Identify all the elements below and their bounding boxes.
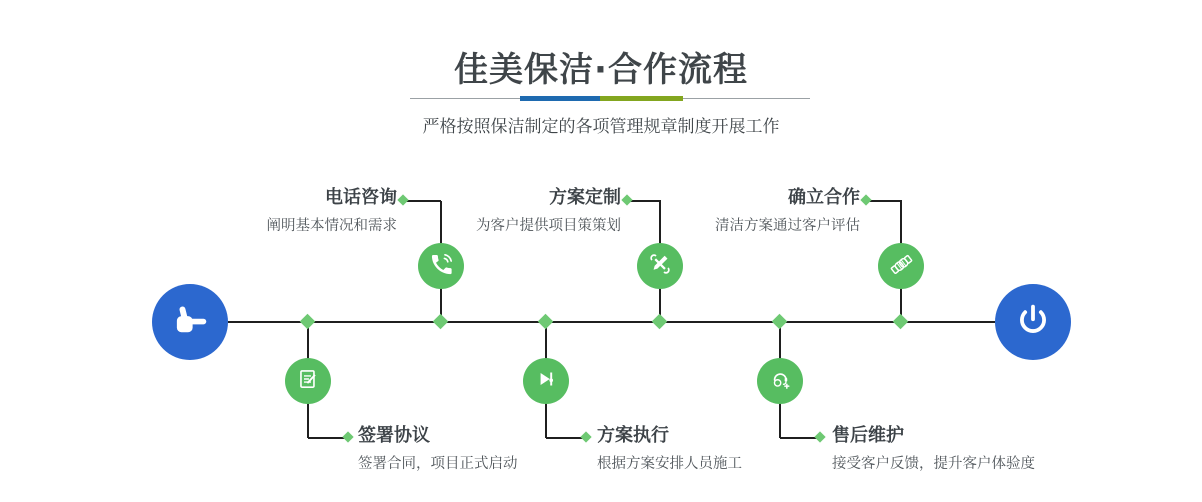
connector — [308, 437, 346, 439]
step-aftersales — [832, 424, 1035, 475]
step-desc: 为客户提供项目策策划 — [476, 218, 621, 234]
divider-green-segment — [600, 96, 683, 101]
step-desc: 接受客户反馈，提升客户体验度 — [832, 456, 1035, 472]
step-node-plan-custom — [637, 243, 683, 289]
step-title: 签署协议 — [358, 425, 430, 446]
connector — [869, 200, 902, 202]
timeline-line — [228, 321, 995, 323]
step-title: 方案执行 — [597, 425, 669, 446]
step-node-sign-agreement — [285, 358, 331, 404]
label-diamond — [621, 194, 632, 205]
connector — [546, 437, 584, 439]
label-diamond — [860, 194, 871, 205]
connector — [780, 437, 818, 439]
step-node-aftersales — [757, 358, 803, 404]
page-subtitle: 严格按照保洁制定的各项管理规章制度开展工作 — [422, 117, 780, 137]
step-node-phone-consult — [418, 243, 464, 289]
step-sign-agreement — [358, 424, 518, 475]
timeline-diamond — [772, 314, 788, 330]
step-desc: 清洁方案通过客户评估 — [715, 218, 860, 234]
timeline-start-node — [152, 284, 228, 360]
divider-blue-segment — [520, 96, 600, 101]
handshake-icon — [888, 251, 915, 282]
step-desc: 阐明基本情况和需求 — [266, 218, 397, 234]
label-diamond — [342, 431, 353, 442]
page-title: 佳美保洁·合作流程 — [454, 50, 748, 90]
timeline-diamond — [300, 314, 316, 330]
play-icon — [533, 366, 559, 396]
phone-icon — [428, 251, 455, 282]
timeline-diamond — [652, 314, 668, 330]
timeline-end-node — [995, 284, 1071, 360]
timeline-diamond — [893, 314, 909, 330]
headset-icon — [767, 366, 793, 396]
label-diamond — [397, 194, 408, 205]
step-plan-execute — [597, 424, 742, 475]
contract-icon — [295, 366, 321, 396]
label-diamond — [580, 431, 591, 442]
timeline-diamond — [433, 314, 449, 330]
step-title: 售后维护 — [832, 425, 904, 446]
label-diamond — [814, 431, 825, 442]
step-title: 方案定制 — [549, 187, 621, 208]
step-title: 确立合作 — [788, 187, 860, 208]
step-title: 电话咨询 — [325, 187, 397, 208]
step-node-plan-execute — [523, 358, 569, 404]
step-desc: 根据方案安排人员施工 — [597, 456, 742, 472]
step-plan-custom — [476, 186, 621, 237]
step-node-establish-coop — [878, 243, 924, 289]
hand-pointer-icon — [169, 299, 211, 345]
power-icon — [1014, 301, 1052, 343]
connector — [406, 200, 441, 202]
step-desc: 签署合同，项目正式启动 — [358, 456, 518, 472]
connector — [630, 200, 661, 202]
step-phone-consult — [267, 186, 398, 237]
title-divider — [410, 96, 810, 101]
tools-icon — [647, 251, 673, 281]
step-establish-coop — [715, 186, 860, 237]
timeline-diamond — [538, 314, 554, 330]
